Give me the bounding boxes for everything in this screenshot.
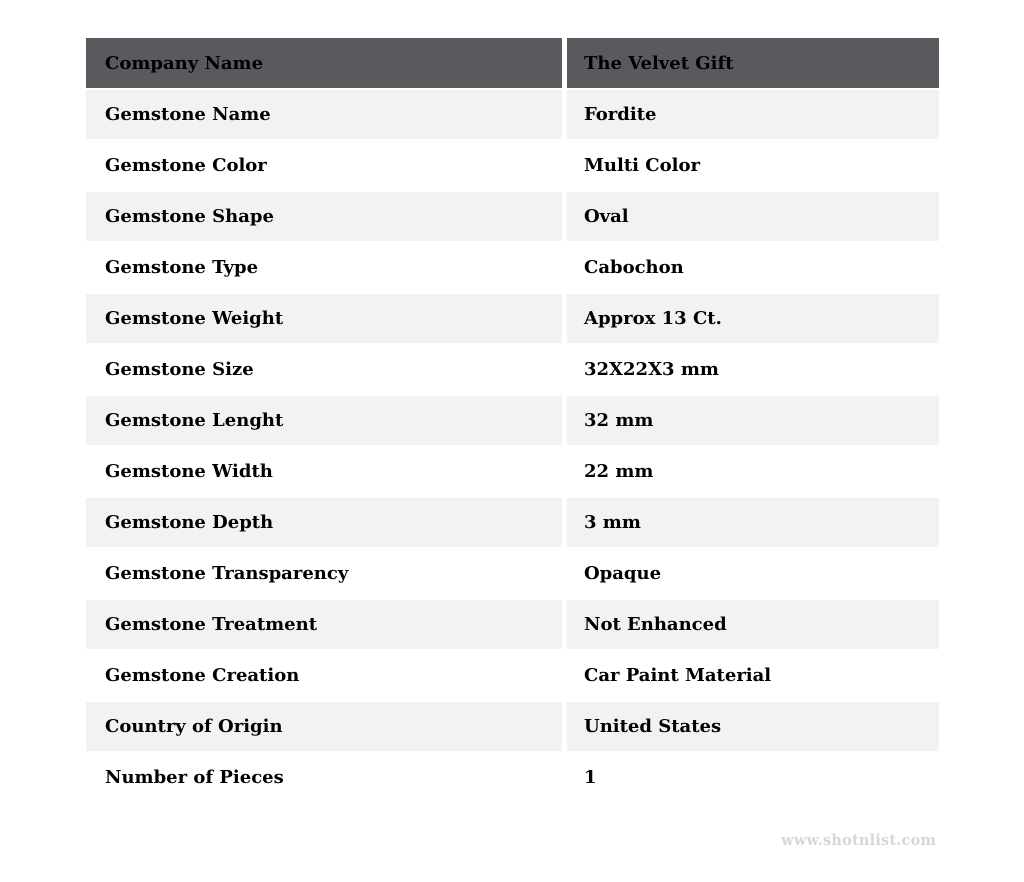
spec-label: Gemstone Name — [86, 90, 562, 139]
table-row-gemstone-color — [86, 141, 939, 190]
spec-label: Gemstone Depth — [86, 498, 562, 547]
spec-label: Number of Pieces — [86, 753, 562, 802]
table-row-gemstone-weight — [86, 294, 939, 343]
header-company-value-cell: The Velvet Gift — [567, 38, 939, 88]
table-row-gemstone-shape — [86, 192, 939, 241]
spec-value: Multi Color — [567, 141, 939, 190]
table-header-row — [86, 38, 939, 88]
spec-label: Gemstone Transparency — [86, 549, 562, 598]
table-row-gemstone-lenght — [86, 396, 939, 445]
spec-value: 3 mm — [567, 498, 939, 547]
spec-label: Gemstone Creation — [86, 651, 562, 700]
spec-label: Gemstone Color — [86, 141, 562, 190]
table-row-gemstone-transparency — [86, 549, 939, 598]
table-row-gemstone-size — [86, 345, 939, 394]
table-row-gemstone-treatment — [86, 600, 939, 649]
spec-value: Car Paint Material — [567, 651, 939, 700]
spec-label: Gemstone Size — [86, 345, 562, 394]
spec-value: 32X22X3 mm — [567, 345, 939, 394]
spec-label: Country of Origin — [86, 702, 562, 751]
spec-label: Gemstone Width — [86, 447, 562, 496]
spec-label: Gemstone Treatment — [86, 600, 562, 649]
spec-value: United States — [567, 702, 939, 751]
spec-value: Approx 13 Ct. — [567, 294, 939, 343]
spec-value: Cabochon — [567, 243, 939, 292]
spec-label: Gemstone Type — [86, 243, 562, 292]
table-row-country-of-origin — [86, 702, 939, 751]
spec-label: Gemstone Shape — [86, 192, 562, 241]
spec-value: Opaque — [567, 549, 939, 598]
table-row-gemstone-depth — [86, 498, 939, 547]
spec-label: Gemstone Lenght — [86, 396, 562, 445]
spec-value: 22 mm — [567, 447, 939, 496]
spec-label: Gemstone Weight — [86, 294, 562, 343]
table-row-gemstone-width — [86, 447, 939, 496]
header-company-name-cell: Company Name — [86, 38, 562, 88]
spec-value: Oval — [567, 192, 939, 241]
table-row-gemstone-type — [86, 243, 939, 292]
spec-value: 1 — [567, 753, 939, 802]
spec-value: 32 mm — [567, 396, 939, 445]
gemstone-spec-table — [86, 38, 939, 804]
spec-value: Not Enhanced — [567, 600, 939, 649]
spec-value: Fordite — [567, 90, 939, 139]
watermark-url: www.shotnlist.com — [781, 832, 936, 849]
table-row-gemstone-creation — [86, 651, 939, 700]
table-row-gemstone-name — [86, 90, 939, 139]
table-row-number-of-pieces — [86, 753, 939, 802]
